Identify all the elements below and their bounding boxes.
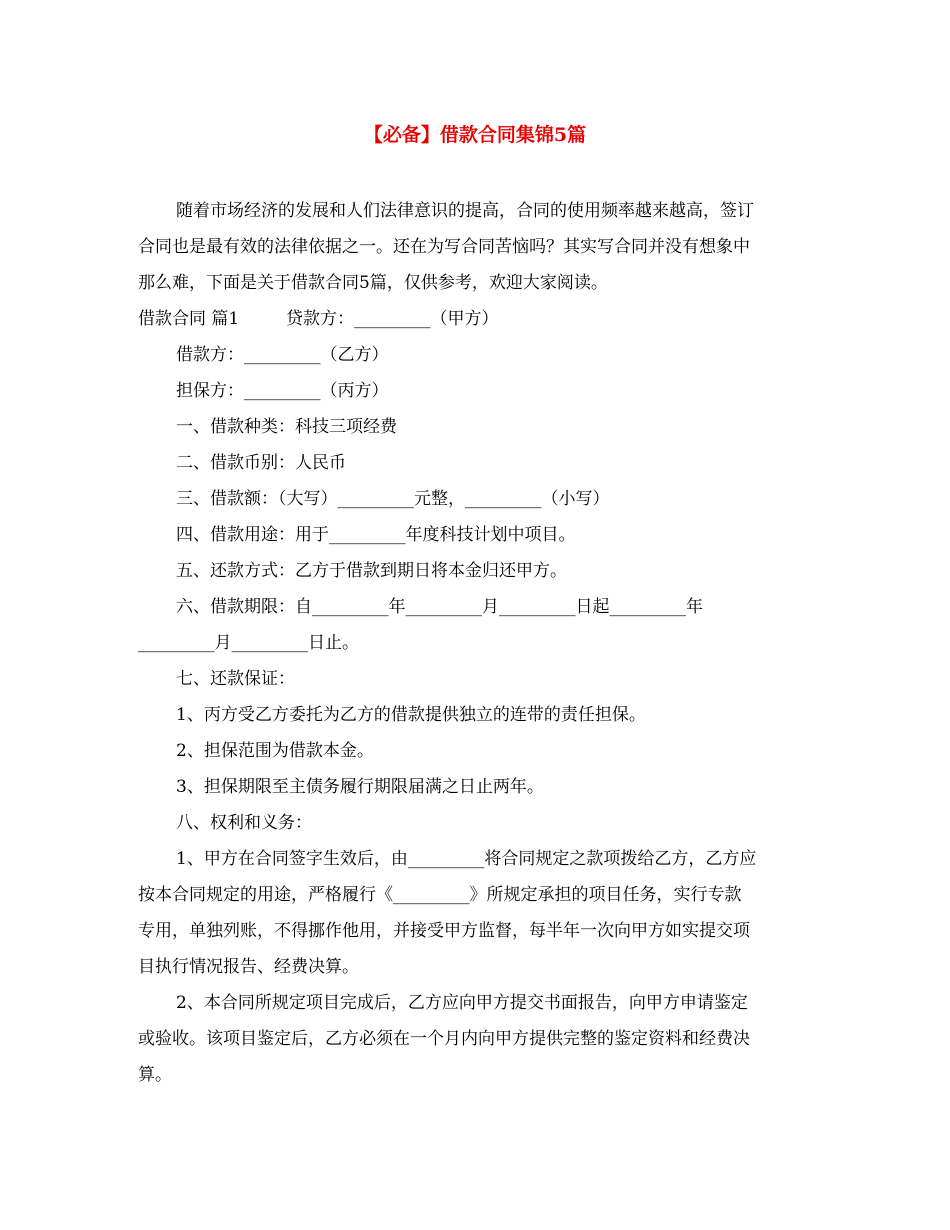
clause-8-item-1-line-4: 目执行情况报告、经费决算。 bbox=[138, 957, 359, 977]
clause-7-item-2: 2、担保范围为借款本金。 bbox=[176, 741, 374, 761]
clause-8: 八、权利和义务： bbox=[176, 813, 312, 833]
clause-7: 七、还款保证： bbox=[176, 669, 295, 689]
clause-8-item-2-line-3: 算。 bbox=[138, 1065, 172, 1085]
clause-8-item-1-line-3: 专用，单独列账，不得挪作他用，并接受甲方监督，每半年一次向甲方如实提交项 bbox=[138, 921, 750, 941]
borrower-line: 借款方：_________（乙方） bbox=[176, 345, 389, 365]
clause-1: 一、借款种类：科技三项经费 bbox=[176, 417, 397, 437]
clause-4: 四、借款用途：用于_________年度科技计划中项目。 bbox=[176, 525, 576, 545]
clause-5: 五、还款方式：乙方于借款到期日将本金归还甲方。 bbox=[176, 561, 567, 581]
clause-3: 三、借款额：（大写）_________元整，_________（小写） bbox=[176, 489, 610, 509]
lender-line: 贷款方：_________（甲方） bbox=[286, 309, 499, 329]
clause-7-item-3: 3、担保期限至主债务履行期限届满之日止两年。 bbox=[176, 777, 544, 797]
clause-8-item-1-line-2: 按本合同规定的用途，严格履行《_________》所规定承担的项目任务，实行专款 bbox=[138, 885, 742, 905]
clause-8-item-1-line-1: 1、甲方在合同签字生效后，由_________将合同规定之款项拨给乙方，乙方应 bbox=[176, 849, 757, 869]
intro-line-1: 随着市场经济的发展和人们法律意识的提高，合同的使用频率越来越高，签订 bbox=[176, 201, 754, 221]
intro-line-3: 那么难，下面是关于借款合同5篇，仅供参考，欢迎大家阅读。 bbox=[138, 273, 608, 293]
clause-6-line-1: 六、借款期限：自_________年_________月_________日起_________年 bbox=[176, 597, 703, 617]
clause-8-item-2-line-2: 或验收。该项目鉴定后，乙方必须在一个月内向甲方提供完整的鉴定资料和经费决 bbox=[138, 1029, 750, 1049]
clause-8-item-2-line-1: 2、本合同所规定项目完成后，乙方应向甲方提交书面报告，向甲方申请鉴定 bbox=[176, 993, 748, 1013]
clause-7-item-1: 1、丙方受乙方委托为乙方的借款提供独立的连带的责任担保。 bbox=[176, 705, 646, 725]
intro-line-2: 合同也是最有效的法律依据之一。还在为写合同苦恼吗？其实写合同并没有想象中 bbox=[138, 237, 750, 257]
clause-6-line-2: _________月_________日止。 bbox=[138, 633, 359, 653]
clause-2: 二、借款币别：人民币 bbox=[176, 453, 346, 473]
section-heading: 借款合同 篇1 bbox=[138, 309, 240, 329]
guarantor-line: 担保方：_________（丙方） bbox=[176, 381, 389, 401]
document-title: 【必备】借款合同集锦5篇 bbox=[363, 124, 587, 146]
